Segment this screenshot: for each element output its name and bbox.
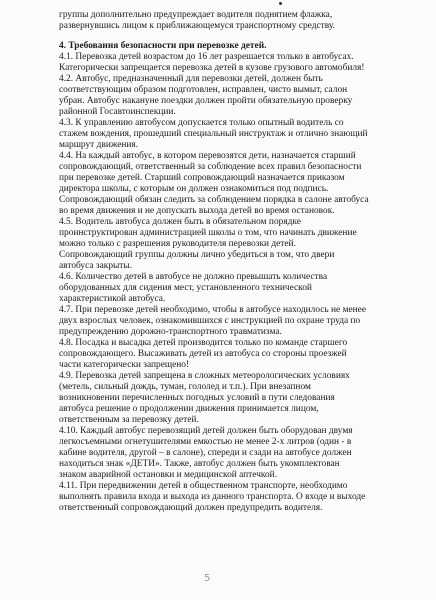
- requirement-paragraph: [59, 74, 395, 118]
- paragraph-line: автобуса закрыты.: [59, 261, 133, 271]
- requirements-list: [59, 52, 395, 514]
- document-body: [59, 10, 395, 514]
- paragraph-line: ответственным за перевозку детей.: [59, 415, 199, 425]
- paragraph-line: предупреждению дорожно-транспортного травматизма.: [59, 327, 282, 337]
- paragraph-line: проинструктирован администрацией школы о том, что начинать движение: [59, 228, 357, 238]
- section-heading: 4. Требования безопасности при перевозке детей.: [59, 41, 267, 51]
- paragraph-line: 4.10. Каждый автобус перевозящий детей должен быть оборудован двумя: [59, 426, 353, 436]
- paragraph-line: Категорически запрещается перевозка детей в кузове грузового автомобиля!: [59, 63, 365, 73]
- paragraph-line: 4.1. Перевозка детей возрастом до 16 лет разрешается только в автобусах.: [59, 52, 354, 62]
- requirement-paragraph: [59, 52, 395, 74]
- intro-paragraph: [59, 10, 395, 32]
- paragraph-line: Сопровождающий обязан следить за соблюдением порядка в салоне автобуса: [59, 195, 369, 205]
- paragraph-line: (метель, сильный дождь, туман, гололед и т.п.). При внезапном: [59, 382, 311, 392]
- paragraph-line: сопровождающий, ответственный за соблюдение всех правил безопасности: [59, 162, 362, 172]
- paragraph-line: кабине водителя, другой – в салоне), спереди и сзади на автобусе должен: [59, 448, 352, 458]
- requirement-paragraph: [59, 151, 395, 217]
- paragraph-line: стажем вождения, прошедший специальный инструктаж и отлично знающий: [59, 129, 368, 139]
- requirement-paragraph: [59, 338, 395, 371]
- paragraph-line: ответственный сопровождающий должен предупредить водителя.: [59, 503, 323, 513]
- paragraph-line: убран. Автобус накануне поездки должен пройти обязательную проверку: [59, 96, 353, 106]
- paragraph-line: можно только с разрешения руководителя перевозки детей.: [59, 239, 296, 249]
- paragraph-line: части категорически запрещено!: [59, 360, 190, 370]
- requirement-paragraph: [59, 217, 395, 272]
- paragraph-line: директора школы, с которым он должен ознакомиться под подпись.: [59, 184, 329, 194]
- paragraph-line: возникновении перечисленных погодных условий в пути следования: [59, 393, 335, 403]
- paragraph-line: 4.8. Посадка и высадка детей производится только по команде старшего: [59, 338, 348, 348]
- paragraph-line: 4.6. Количество детей в автобусе не должно превышать количества: [59, 272, 328, 282]
- paragraph-line: 4.5. Водитель автобуса должен быть в обязательном порядке: [59, 217, 301, 227]
- paragraph-line: маршрут движения.: [59, 140, 139, 150]
- intro-line: развернувшись лицом к приближающемуся транспортному средству.: [59, 21, 335, 31]
- intro-line: группы дополнительно предупреждает водителя поднятием флажка,: [59, 10, 333, 20]
- requirement-paragraph: [59, 305, 395, 338]
- paragraph-line: 4.9. Перевозка детей запрещена в сложных метеорологических условиях: [59, 371, 350, 381]
- paragraph-line: оборудованных для сидения мест, установленного технической: [59, 283, 312, 293]
- paragraph-line: 4.3. К управлению автобусом допускается только опытный водитель со: [59, 118, 344, 128]
- scan-dot-mark: [279, 2, 282, 5]
- page-number: 5: [204, 573, 211, 584]
- requirement-paragraph: [59, 118, 395, 151]
- paragraph-line: знаком аварийной остановки и медицинской аптечкой.: [59, 470, 278, 480]
- paragraph-line: 4.11. При передвижении детей в общественном транспорте, необходимо: [59, 481, 348, 491]
- paragraph-line: Сопровождающий группы должны лично убедиться в том, что двери: [59, 250, 335, 260]
- paragraph-line: при перевозке детей. Старший сопровождающий назначается приказом: [59, 173, 345, 183]
- paragraph-line: характеристикой автобуса.: [59, 294, 166, 304]
- paragraph-line: во время движения и не допускать выхода детей во время остановок.: [59, 206, 335, 216]
- requirement-paragraph: [59, 272, 395, 305]
- paragraph-line: 4.2. Автобус, предназначенный для перевозки детей, должен быть: [59, 74, 323, 84]
- requirement-paragraph: [59, 371, 395, 426]
- paragraph-line: соответствующим образом подготовлен, исправлен, чисто вымыт, салон: [59, 85, 348, 95]
- paragraph-line: сопровождающего. Высаживать детей из автобуса со стороны проезжей: [59, 349, 347, 359]
- paragraph-line: 4.4. На каждый автобус, в котором перевозятся дети, назначается старший: [59, 151, 356, 161]
- paragraph-line: 4.7. При перевозке детей необходимо, чтобы в автобусе находилось не менее: [59, 305, 366, 315]
- paragraph-line: легкосъемными огнетушителями емкостью не менее 2-х литров (один - в: [59, 437, 352, 447]
- paragraph-line: находиться знак «ДЕТИ». Также, автобус должен быть укомплектован: [59, 459, 340, 469]
- paragraph-line: автобуса решение о продолжении движения принимается лицом,: [59, 404, 319, 414]
- paragraph-line: двух взрослых человек, ознакомившихся с инструкцией по охране труда по: [59, 316, 361, 326]
- requirement-paragraph: [59, 426, 395, 481]
- paragraph-line: районной Госавтоинспекции.: [59, 107, 176, 117]
- requirement-paragraph: [59, 481, 395, 514]
- paragraph-line: выполнять правила входа и выхода из данного транспорта. О входе и выходе: [59, 492, 366, 502]
